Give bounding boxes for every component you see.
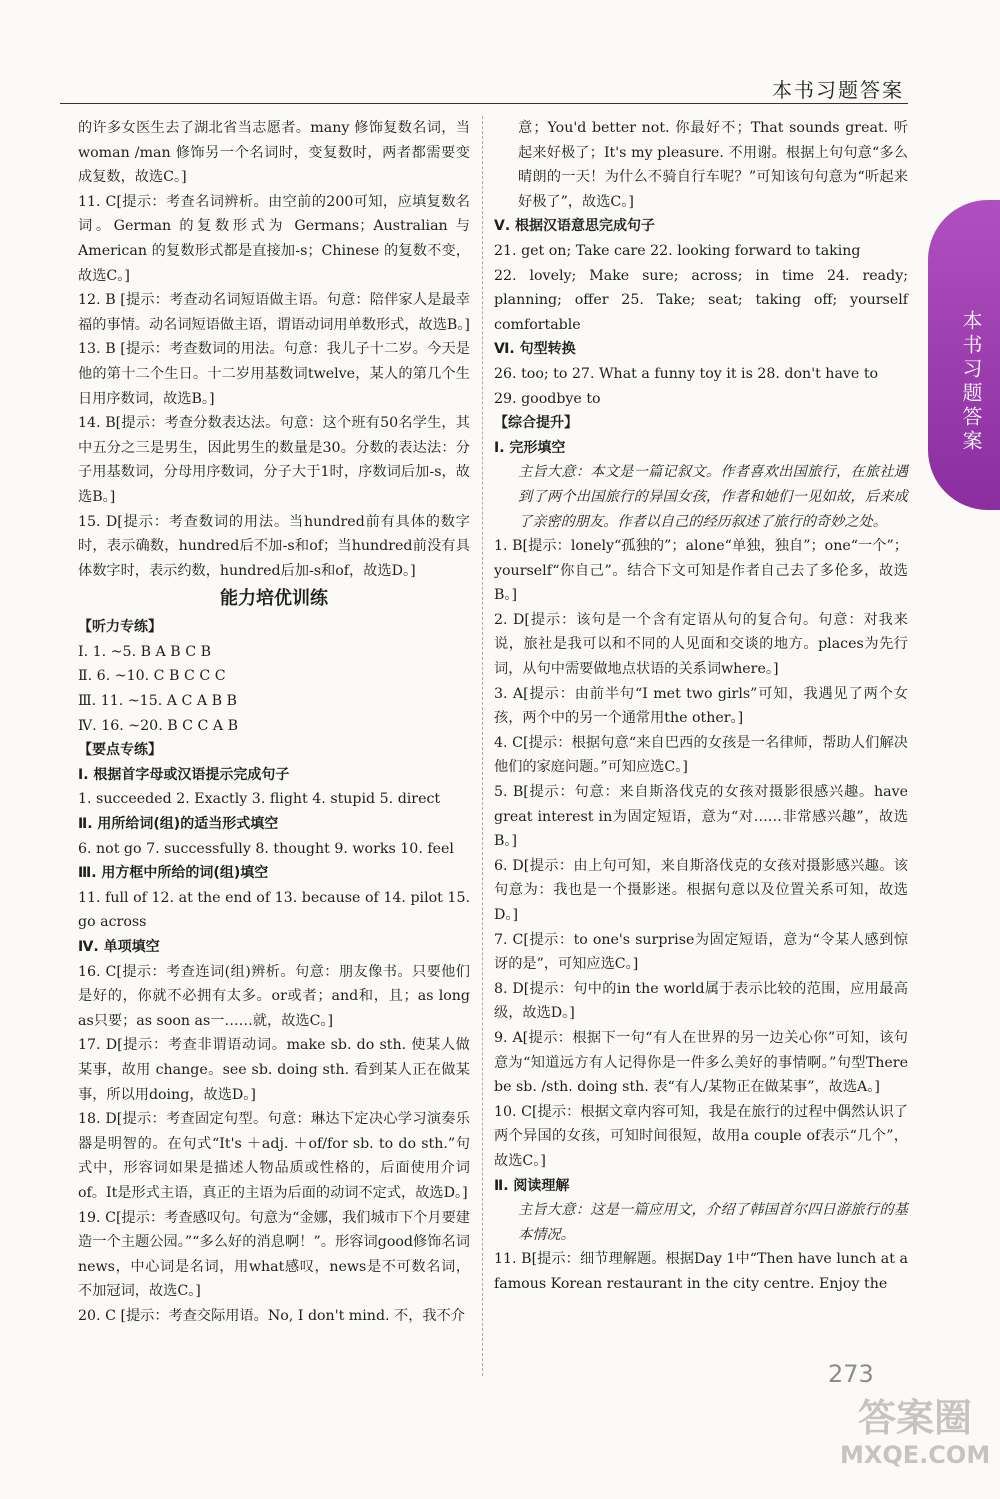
answer-paragraph: 意；You'd better not. 你最好不；That sounds great. 听起来好极了；It's my pleasure. 不用谢。根据上句句意“多么晴朗的一天！为什么不骑自行车呢？”可知该句句意为“听起来好极了”，故选C。] (518, 120, 908, 210)
section-heading: Ⅳ. 单项填空 (78, 939, 160, 955)
answer-paragraph: 1. B[提示：lonely“孤独的”；alone“单独，独自”；one“一个”；yourself“你自己”。结合下文可知是作者自己去了多伦多，故选B。] (494, 538, 908, 604)
answer-paragraph: 11. B[提示：细节理解题。根据Day 1中“Then have lunch at a famous Korean restaurant in the city centre. Enjoy the (494, 1251, 908, 1292)
section-heading: Ⅱ. 用所给词(组)的适当形式填空 (78, 816, 279, 833)
watermark (840, 1395, 990, 1469)
answer-paragraph: 10. C[提示：根据文章内容可知，我是在旅行的过程中偶然认识了两个异国的女孩，可知时间很短，故用a couple of表示“几个”，故选C。] (494, 1103, 908, 1169)
answer-paragraph: 11. C[提示：考查名词辨析。由空前的200可知，应填复数名词。German 的复数形式为 Germans；Australian 与 American 的复数形式都是直接加-s；Chinese 的复数不变，故选C。] (78, 193, 470, 284)
column-divider (482, 116, 483, 1376)
section-heading: Ⅴ. 根据汉语意思完成句子 (494, 218, 656, 235)
answer-paragraph: 20. C [提示：考查交际用语。No, I don't mind. 不，我不介 (78, 1307, 465, 1324)
summary-paragraph: 主旨大意：这是一篇应用文，介绍了韩国首尔四日游旅行的基本情况。 (518, 1202, 908, 1243)
answer-paragraph: 21. get on; Take care 22. looking forward to taking (494, 242, 861, 259)
summary-paragraph: 主旨大意：本文是一篇记叙文。作者喜欢出国旅行，在旅社遇到了两个出国旅行的异国女孩，作者和她们一见如故，后来成了亲密的朋友。作者以自己的经历叙述了旅行的奇妙之处。 (518, 464, 908, 530)
answer-paragraph: 6. not go 7. successfully 8. thought 9. works 10. feel (78, 840, 454, 857)
answer-paragraph: 4. C[提示：根据句意“来自巴西的女孩是一名律师，帮助人们解决他们的家庭问题。”可知应选C。] (494, 734, 908, 776)
answer-paragraph: 6. D[提示：由上句可知，来自斯洛伐克的女孩对摄影感兴趣。该句意为：我也是一个摄影迷。根据句意以及位置关系可知，故选D。] (494, 857, 908, 923)
section-heading: 【要点专练】 (78, 742, 162, 759)
section-title: 能力培优训练 (220, 588, 328, 610)
section-heading: Ⅲ. 用方框中所给的词(组)填空 (78, 865, 269, 882)
answer-paragraph: Ⅳ. 16. ~20. B C C A B (78, 717, 239, 734)
answer-paragraph: 11. full of 12. at the end of 13. because of 14. pilot 15. go across (78, 889, 470, 931)
answer-paragraph: 22. lovely; Make sure; across; in time 24. ready; planning; offer 25. Take; seat; taking off; yourself comfortable (494, 267, 908, 333)
section-heading: Ⅱ. 阅读理解 (494, 1177, 570, 1194)
answer-paragraph: 3. A[提示：由前半句“I met two girls”可知，我遇见了两个女孩，两个中的另一个通常用the other。] (494, 685, 908, 727)
side-tab-label: 本书习题答案 (959, 310, 983, 454)
section-heading: Ⅰ. 完形填空 (494, 439, 566, 456)
answer-paragraph: Ⅲ. 11. ~15. A C A B B (78, 693, 237, 710)
right-column (494, 116, 908, 1297)
answer-paragraph: 5. B[提示：句意：来自斯洛伐克的女孩对摄影很感兴趣。have great interest in为固定短语，意为“对……非常感兴趣”，故选B。] (494, 784, 908, 850)
header-title: 本书习题答案 (772, 78, 904, 102)
answer-paragraph: 8. D[提示：句中的in the world属于表示比较的范围，应用最高级，故选D。] (494, 980, 908, 1022)
section-heading: Ⅵ. 句型转换 (494, 341, 576, 358)
section-heading: Ⅰ. 根据首字母或汉语提示完成句子 (78, 766, 290, 783)
section-heading: 【综合提升】 (494, 415, 578, 432)
answer-paragraph: 15. D[提示：考查数词的用法。当hundred前有具体的数字时，表示确数，hundred后不加-s和of；当hundred前没有具体数字时，表示约数，hundred后加-s和of，故选D。] (78, 513, 470, 579)
answer-paragraph: 19. C[提示：考查感叹句。句意为“金娜，我们城市下个月要建造一个主题公园。”“多么好的消息啊！”。形容词good修饰名词news，中心词是名词，用what感叹，news是不可数名词，不加冠词，故选C。] (78, 1209, 470, 1300)
answer-paragraph: 13. B [提示：考查数词的用法。句意：我儿子十二岁。今天是他的第十二个生日。十二岁用基数词twelve，某人的第几个生日用序数词，故选B。] (78, 341, 470, 407)
watermark-url: MXQE.COM (840, 1441, 991, 1469)
watermark-logo: 答案圈 (857, 1396, 972, 1440)
answer-paragraph: 26. too; to 27. What a funny toy it is 28. don't have to (494, 365, 879, 382)
answer-paragraph: 1. succeeded 2. Exactly 3. flight 4. stupid 5. direct (78, 791, 441, 808)
page-number: 273 (828, 1360, 874, 1388)
left-column (78, 116, 470, 1329)
answer-paragraph: 12. B [提示：考查动名词短语做主语。句意：陪伴家人是最幸福的事情。动名词短语做主语，谓语动词用单数形式，故选B。] (78, 292, 470, 333)
answer-paragraph: 7. C[提示：to one's surprise为固定短语，意为“令某人感到惊讶的是”，可知应选C。] (494, 931, 908, 973)
header-rule (60, 103, 908, 104)
answer-paragraph: 16. C[提示：考查连词(组)辨析。句意：朋友像书。只要他们是好的，你就不必拥有太多。or或者；and和，且；as long as只要；as soon as一……就，故选C。] (78, 963, 470, 1029)
answer-paragraph: Ⅱ. 6. ~10. C B C C C (78, 668, 226, 685)
answer-paragraph: 29. goodbye to (494, 390, 601, 407)
answer-paragraph: 2. D[提示：该句是一个含有定语从句的复合句。句意：对我来说，旅社是我可以和不同的人见面和交谈的地方。places为先行词，从句中需要做地点状语的关系词where。] (494, 611, 908, 678)
answer-paragraph: Ⅰ. 1. ~5. B A B C B (78, 643, 212, 660)
answer-paragraph: 18. D[提示：考查固定句型。句意：琳达下定决心学习演奏乐器是明智的。在句式“It's ＋adj. ＋of/for sb. to do sth.”句式中，形容词如果是描述人物品质或性格的，后面使用介词of。It是形式主语，真正的主语为后面的动词不定式，故选D。] (78, 1111, 470, 1201)
answer-paragraph: 17. D[提示：考查非谓语动词。make sb. do sth. 使某人做某事，故用 change。see sb. doing sth. 看到某人正在做某事，所以用doing，故选D。] (78, 1037, 470, 1103)
answer-paragraph: 的许多女医生去了湖北省当志愿者。many 修饰复数名词，当 woman /man 修饰另一个名词时，变复数时，两者都需要变成复数，故选C。] (78, 120, 470, 186)
answer-paragraph: 9. A[提示：根据下一句“有人在世界的另一边关心你”可知，该句意为“知道远方有人记得你是一件多么美好的事情啊。”句型There be sb. /sth. doing sth. 表“有人/某物正在做某事”，故选A。] (494, 1029, 908, 1096)
answer-paragraph: 14. B[提示：考查分数表达法。句意：这个班有50名学生，其中五分之三是男生，因此男生的数量是30。分数的表达法：分子用基数词，分母用序数词，分子大于1时，序数词后加-s，故选B。] (78, 415, 470, 505)
section-heading: 【听力专练】 (78, 619, 162, 636)
